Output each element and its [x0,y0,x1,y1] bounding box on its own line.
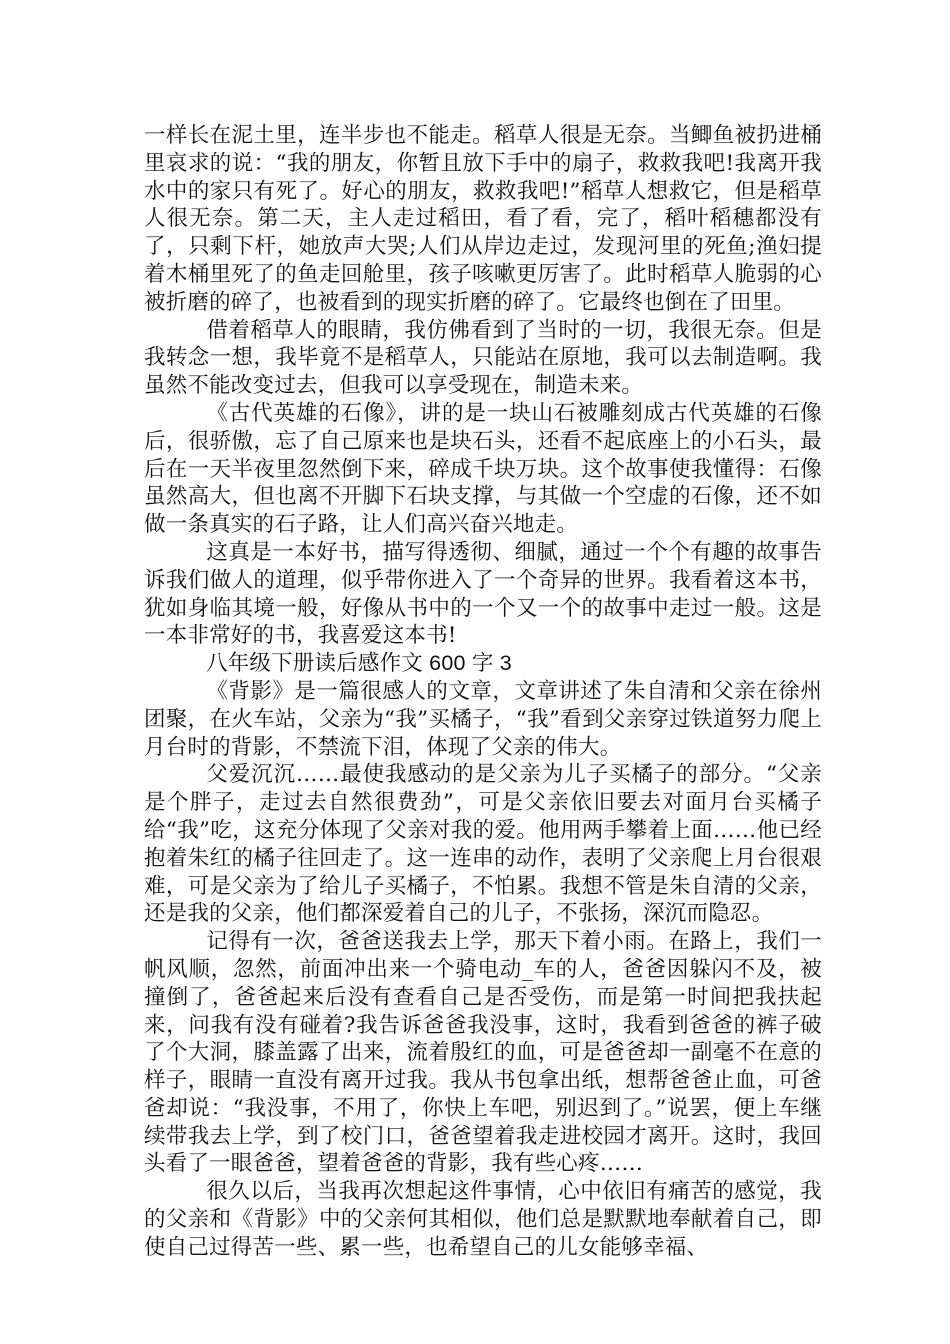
paragraph-book-summary: 这真是一本好书，描写得透彻、细腻，通过一个个有趣的故事告诉我们做人的道理，似乎带你进入了一个奇异的世界。我看着这本书，犹如身临其境一般，好像从书中的一个又一个的故事中走过一般。这是一本非常好的书，我喜爱这本书! [144,539,822,649]
paragraph-memory-rainy-day: 记得有一次，爸爸送我去上学，那天下着小雨。在路上，我们一帆风顺，忽然，前面冲出来一个骑电动_车的人，爸爸因躲闪不及，被撞倒了，爸爸起来后没有查看自己是否受伤，而是第一时间把我扶起来，问我有没有碰着?我告诉爸爸我没事，这时，我看到爸爸的裤子破了个大洞，膝盖露了出来，流着殷红的血，可是爸爸却一副毫不在意的样子，眼睛一直没有离开过我。我从书包拿出纸，想帮爸爸止血，可爸爸却说：“我没事，不用了，你快上车吧，别迟到了。”说罢，便上车继续带我去上学，到了校门口，爸爸望着我走进校园才离开。这时，我回头看了一眼爸爸，望着爸爸的背影，我有些心疼…… [144,929,822,1177]
paragraph-scarecrow-story: 一样长在泥土里，连半步也不能走。稻草人很是无奈。当鲫鱼被扔进桶里哀求的说：“我的朋友，你暂且放下手中的扇子，救救我吧!我离开我水中的家只有死了。好心的朋友，救救我吧!”稻草人想救它，但是稻草人很无奈。第二天，主人走过稻田，看了看，完了，稻叶稻穗都没有了，只剩下杆，她放声大哭;人们从岸边走过，发现河里的死鱼;渔妇提着木桶里死了的鱼走回舱里，孩子咳嗽更厉害了。此时稻草人脆弱的心被折磨的碎了，也被看到的现实折磨的碎了。它最终也倒在了田里。 [144,123,822,315]
paragraph-stone-statue: 《古代英雄的石像》，讲的是一块山石被雕刻成古代英雄的石像后，很骄傲，忘了自己原来也是块石头，还看不起底座上的小石头，最后在一天半夜里忽然倒下来，碎成千块万块。这个故事使我懂得：石像虽然高大，但也离不开脚下石块支撑，与其做一个空虚的石像，还不如做一条真实的石子路，让人们高兴奋兴地走。 [144,400,822,538]
document-body [144,122,822,1262]
paragraph-fathers-love: 父爱沉沉……最使我感动的是父亲为儿子买橘子的部分。“父亲是个胖子，走过去自然很费劲”，可是父亲依旧要去对面月台买橘子给“我”吃，这充分体现了父亲对我的爱。他用两手攀着上面……他已经抱着朱红的橘子往回走了。这一连串的动作，表明了父亲爬上月台很艰难，可是父亲为了给儿子买橘子，不怕累。我想不管是朱自清的父亲，还是我的父亲，他们都深爱着自己的儿子，不张扬，深沉而隐忍。 [144,762,822,927]
paragraph-back-view-intro: 《背影》是一篇很感人的文章，文章讲述了朱自清和父亲在徐州团聚，在火车站，父亲为“我”买橘子，“我”看到父亲穿过铁道努力爬上月台时的背影，不禁流下泪，体现了父亲的伟大。 [144,678,822,760]
paragraph-scarecrow-reflection: 借着稻草人的眼睛，我仿佛看到了当时的一切，我很无奈。但是我转念一想，我毕竟不是稻草人，只能站在原地，我可以去制造啊。我虽然不能改变过去，但我可以享受现在，制造未来。 [144,317,822,399]
paragraph-later-reflection: 很久以后，当我再次想起这件事情，心中依旧有痛苦的感觉，我的父亲和《背影》中的父亲何其相似，他们总是默默地奉献着自己，即使自己过得苦一些、累一些，也希望自己的儿女能够幸福、 [144,1179,822,1260]
section-heading: 八年级下册读后感作文 600 字 3 [206,651,512,676]
